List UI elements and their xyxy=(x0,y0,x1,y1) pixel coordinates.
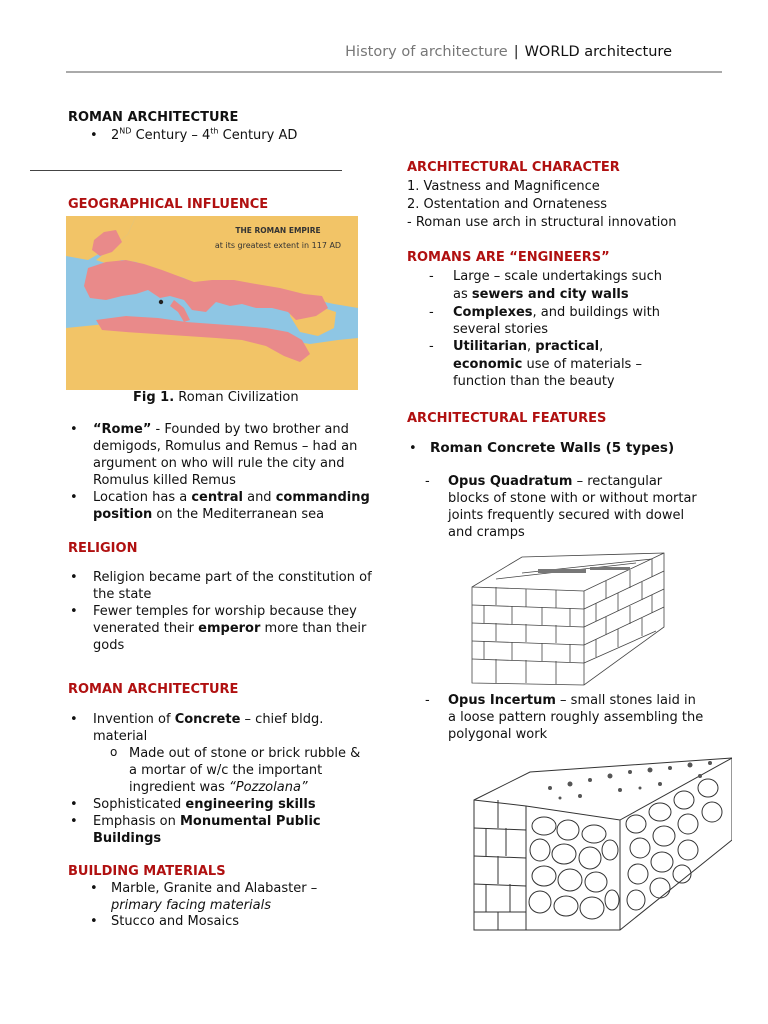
intro-title: ROMAN ARCHITECTURE xyxy=(68,110,239,125)
bullet-icon: • xyxy=(70,814,78,829)
quadratum-line3: joints frequently secured with dowel xyxy=(448,508,685,523)
dash-icon: - xyxy=(425,693,430,708)
character-line1: 1. Vastness and Magnificence xyxy=(407,179,600,194)
religion-bullet2-line1: Fewer temples for worship because they xyxy=(93,604,357,619)
bullet-icon: • xyxy=(70,422,78,437)
concrete-bullet-line2: material xyxy=(93,729,148,744)
dash-icon: - xyxy=(425,474,430,489)
engineers-item3-line2: economic use of materials – xyxy=(453,357,642,372)
concrete-sub-line2: a mortar of w/c the important xyxy=(129,763,323,778)
features-bullet: Roman Concrete Walls (5 types) xyxy=(430,440,675,456)
rome-bullet-line3: argument on who will rule the city and xyxy=(93,456,345,471)
concrete-sub-line3: ingredient was “Pozzolana” xyxy=(129,780,308,795)
bullet-icon: • xyxy=(90,881,98,896)
opus-quadratum-illustration xyxy=(466,543,669,690)
rome-bullet-line1: “Rome” - Founded by two brother and xyxy=(93,422,349,437)
religion-heading: RELIGION xyxy=(68,541,138,556)
religion-bullet1-line2: the state xyxy=(93,587,152,602)
location-bullet-line2: position on the Mediterranean sea xyxy=(93,507,325,522)
dash-icon: - xyxy=(429,339,434,354)
quadratum-line4: and cramps xyxy=(448,525,525,540)
character-line2: 2. Ostentation and Ornateness xyxy=(407,197,607,212)
figure-caption: Fig 1. Roman Civilization xyxy=(133,390,299,405)
monumental-bullet-line2: Buildings xyxy=(93,831,162,846)
materials-bullet1-line1: Marble, Granite and Alabaster – xyxy=(111,881,318,896)
features-heading: ARCHITECTURAL FEATURES xyxy=(407,411,607,426)
materials-bullet1-line2: primary facing materials xyxy=(111,898,271,913)
geo-heading: GEOGRAPHICAL INFLUENCE xyxy=(68,197,269,212)
materials-heading: BUILDING MATERIALS xyxy=(68,864,226,879)
section-divider xyxy=(30,170,342,171)
concrete-bullet-line1: Invention of Concrete – chief bldg. xyxy=(93,712,324,727)
incertum-line2: a loose pattern roughly assembling the xyxy=(448,710,704,725)
header-rule xyxy=(66,71,722,73)
religion-bullet2-line3: gods xyxy=(93,638,125,653)
map-subtitle: at its greatest extent in 117 AD xyxy=(214,241,342,250)
engineers-item2-line1: Complexes, and buildings with xyxy=(453,305,660,320)
opus-incertum-illustration xyxy=(470,750,732,932)
character-line3: - Roman use arch in structural innovation xyxy=(407,215,677,230)
dash-icon: - xyxy=(429,269,434,284)
map-title: THE ROMAN EMPIRE xyxy=(235,226,321,235)
incertum-line1: Opus Incertum – small stones laid in xyxy=(448,693,696,708)
engineers-item3-line1: Utilitarian, practical, xyxy=(453,339,604,354)
page-header xyxy=(0,44,672,60)
bullet-icon: • xyxy=(90,128,98,143)
rome-bullet-line4: Romulus killed Remus xyxy=(93,473,236,488)
dash-icon: - xyxy=(429,305,434,320)
engineers-item2-line2: several stories xyxy=(453,322,549,337)
header-topic: WORLD architecture xyxy=(524,44,672,60)
header-subject: History of architecture xyxy=(345,44,508,60)
concrete-sub-line1: Made out of stone or brick rubble & xyxy=(129,746,361,761)
circle-bullet-icon: o xyxy=(110,745,118,759)
monumental-bullet-line1: Emphasis on Monumental Public xyxy=(93,814,321,829)
character-heading: ARCHITECTURAL CHARACTER xyxy=(407,160,620,175)
bullet-icon: • xyxy=(409,441,417,456)
location-bullet-line1: Location has a central and commanding xyxy=(93,490,370,505)
bullet-icon: • xyxy=(70,712,78,727)
intro-period: 2ND Century – 4th Century AD xyxy=(111,126,298,143)
bullet-icon: • xyxy=(90,914,98,929)
religion-bullet2-line2: venerated their emperor more than their xyxy=(93,621,367,636)
engineers-item3-line3: function than the beauty xyxy=(453,374,615,389)
roman-empire-map xyxy=(66,216,358,390)
engineers-item1-line2: as sewers and city walls xyxy=(453,287,629,302)
quadratum-line2: blocks of stone with or without mortar xyxy=(448,491,697,506)
engineering-bullet: Sophisticated engineering skills xyxy=(93,797,316,812)
bullet-icon: • xyxy=(70,490,78,505)
header-separator: | xyxy=(513,44,519,60)
bullet-icon: • xyxy=(70,570,78,585)
roman-arch-heading: ROMAN ARCHITECTURE xyxy=(68,682,239,697)
bullet-icon: • xyxy=(70,797,78,812)
bullet-icon: • xyxy=(70,604,78,619)
quadratum-line1: Opus Quadratum – rectangular xyxy=(448,474,663,489)
engineers-item1-line1: Large – scale undertakings such xyxy=(453,269,663,284)
rome-bullet-line2: demigods, Romulus and Remus – had an xyxy=(93,439,358,454)
materials-bullet2: Stucco and Mosaics xyxy=(111,914,240,929)
religion-bullet1-line1: Religion became part of the constitution of xyxy=(93,570,372,585)
engineers-heading: ROMANS ARE “ENGINEERS” xyxy=(407,250,610,265)
incertum-line3: polygonal work xyxy=(448,727,548,742)
